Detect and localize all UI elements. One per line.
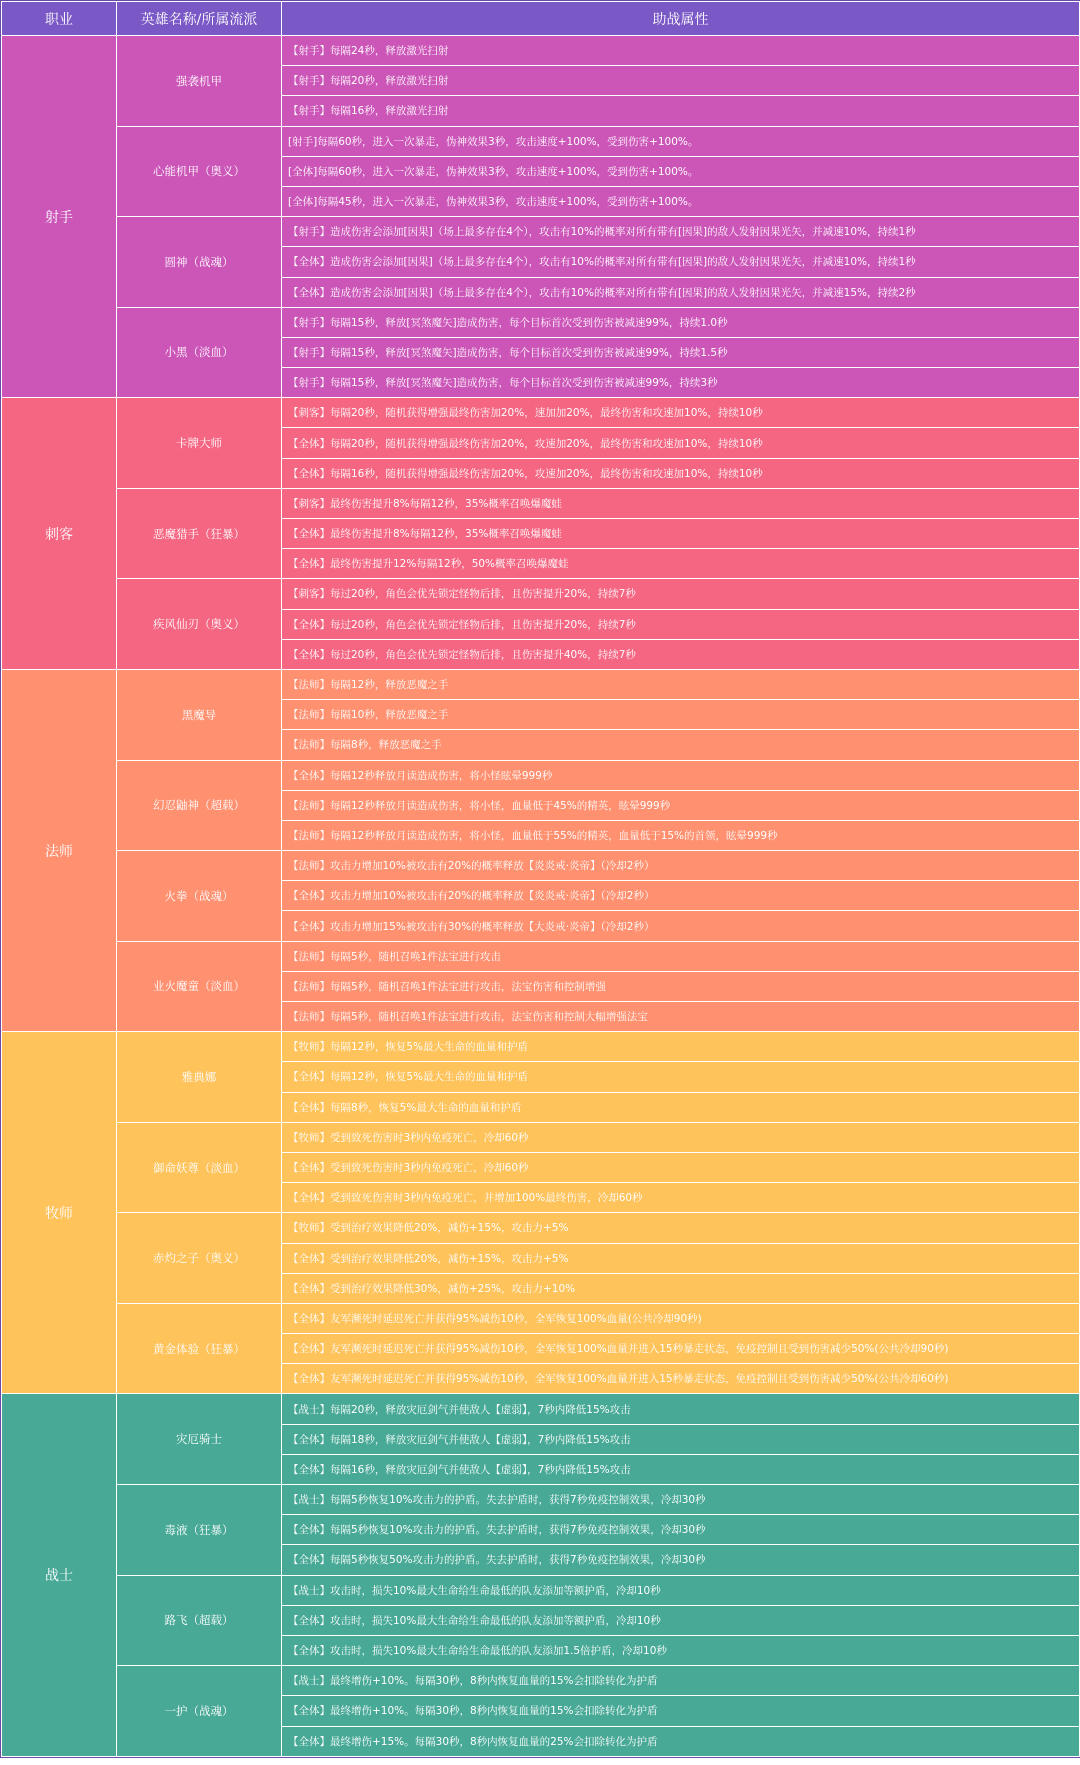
attribute-cell: 【全体】友军濒死时延迟死亡并获得95%减伤10秒，全军恢复100%血量并进入15秒暴走状态，免疫控制且受到伤害减少50%(公共冷却90秒): [282, 1334, 1080, 1364]
attribute-cell: [全体]每隔45秒，进入一次暴走，伪神效果3秒，攻击速度+100%，受到伤害+100%。: [282, 186, 1080, 216]
class-cell: 刺客: [2, 398, 117, 670]
hero-name-cell: 疾风仙刃（奥义）: [117, 579, 282, 670]
attribute-cell: 【全体】友军濒死时延迟死亡并获得95%减伤10秒，全军恢复100%血量(公共冷却90秒): [282, 1303, 1080, 1333]
hero-name-cell: 业火魔童（淡血）: [117, 941, 282, 1032]
table-row: [2, 941, 1080, 971]
hero-name-cell: 火拳（战魂）: [117, 851, 282, 942]
attribute-cell: 【全体】每隔12秒，恢复5%最大生命的血量和护盾: [282, 1062, 1080, 1092]
attribute-cell: 【全体】受到致死伤害时3秒内免疫死亡，并增加100%最终伤害，冷却60秒: [282, 1183, 1080, 1213]
hero-name-cell: 恶魔猎手（狂暴）: [117, 488, 282, 579]
attribute-cell: 【射手】每隔20秒，释放激光扫射: [282, 66, 1080, 96]
class-cell: 射手: [2, 36, 117, 398]
attribute-cell: 【全体】每隔20秒，随机获得增强最终伤害加20%，攻速加20%，最终伤害和攻速加10%，持续10秒: [282, 428, 1080, 458]
attribute-cell: 【射手】造成伤害会添加[因果]（场上最多存在4个），攻击有10%的概率对所有带有[因果]的敌人发射因果光矢，并减速10%，持续1秒: [282, 217, 1080, 247]
support-attribute-table: [1, 1, 1080, 1757]
table-row: [2, 398, 1080, 428]
hero-name-cell: 路飞（超载）: [117, 1575, 282, 1666]
attribute-cell: 【牧师】每隔12秒，恢复5%最大生命的血量和护盾: [282, 1032, 1080, 1062]
attribute-cell: 【射手】每隔15秒，释放[冥煞魔矢]造成伤害，每个目标首次受到伤害被减速99%，持续1.5秒: [282, 337, 1080, 367]
table-row: [2, 669, 1080, 699]
attribute-cell: 【法师】每隔12秒释放月读造成伤害，将小怪，血量低于55%的精英，血量低于15%的首领，眩晕999秒: [282, 820, 1080, 850]
hero-name-cell: 圆神（战魂）: [117, 217, 282, 308]
table-row: [2, 1032, 1080, 1062]
table-row: [2, 1303, 1080, 1333]
header-row: [2, 2, 1080, 36]
class-cell: 法师: [2, 669, 117, 1031]
hero-name-cell: 小黑（淡血）: [117, 307, 282, 398]
attribute-cell: 【全体】攻击时，损失10%最大生命给生命最低的队友添加1.5倍护盾，冷却10秒: [282, 1635, 1080, 1665]
attribute-cell: 【全体】每隔5秒恢复10%攻击力的护盾。失去护盾时，获得7秒免疫控制效果，冷却30秒: [282, 1515, 1080, 1545]
attribute-cell: 【法师】攻击力增加10%被攻击有20%的概率释放【炎炎戒·炎帝】（冷却2秒）: [282, 851, 1080, 881]
attribute-cell: 【刺客】每隔20秒，随机获得增强最终伤害加20%，速加加20%，最终伤害和攻速加10%，持续10秒: [282, 398, 1080, 428]
attribute-cell: [射手]每隔60秒，进入一次暴走，伪神效果3秒，攻击速度+100%，受到伤害+100%。: [282, 126, 1080, 156]
attribute-cell: 【全体】受到治疗效果降低20%，减伤+15%，攻击力+5%: [282, 1243, 1080, 1273]
hero-name-cell: 强袭机甲: [117, 36, 282, 127]
attribute-cell: 【全体】每隔8秒，恢复5%最大生命的血量和护盾: [282, 1092, 1080, 1122]
table-row: [2, 126, 1080, 156]
attribute-cell: [全体]每隔60秒，进入一次暴走，伪神效果3秒，攻击速度+100%，受到伤害+100%。: [282, 156, 1080, 186]
table-row: [2, 579, 1080, 609]
header-class: 职业: [2, 2, 117, 36]
attribute-cell: 【全体】友军濒死时延迟死亡并获得95%减伤10秒，全军恢复100%血量并进入15秒暴走状态，免疫控制且受到伤害减少50%(公共冷却60秒): [282, 1364, 1080, 1394]
table-row: [2, 1666, 1080, 1696]
hero-name-cell: 雅典娜: [117, 1032, 282, 1123]
table-body: [2, 36, 1080, 1757]
hero-name-cell: 幻忍鼬神（超载）: [117, 760, 282, 851]
attribute-cell: 【法师】每隔12秒，释放恶魔之手: [282, 669, 1080, 699]
attribute-cell: 【全体】受到致死伤害时3秒内免疫死亡，冷却60秒: [282, 1152, 1080, 1182]
attribute-cell: 【全体】造成伤害会添加[因果]（场上最多存在4个），攻击有10%的概率对所有带有[因果]的敌人发射因果光矢，并减速10%，持续1秒: [282, 247, 1080, 277]
table-row: [2, 217, 1080, 247]
hero-name-cell: 卡牌大师: [117, 398, 282, 489]
table-row: [2, 1122, 1080, 1152]
attribute-cell: 【法师】每隔5秒，随机召唤1件法宝进行攻击，法宝伤害和控制大幅增强法宝: [282, 1002, 1080, 1032]
attribute-cell: 【全体】最终增伤+10%。每隔30秒，8秒内恢复血量的15%会扣除转化为护盾: [282, 1696, 1080, 1726]
attribute-cell: 【战士】最终增伤+10%。每隔30秒，8秒内恢复血量的15%会扣除转化为护盾: [282, 1666, 1080, 1696]
table-row: [2, 851, 1080, 881]
hero-name-cell: 御命妖尊（淡血）: [117, 1122, 282, 1213]
attribute-cell: 【射手】每隔24秒，释放激光扫射: [282, 36, 1080, 66]
attribute-cell: 【法师】每隔8秒，释放恶魔之手: [282, 730, 1080, 760]
attribute-cell: 【全体】每过20秒，角色会优先锁定怪物后排，且伤害提升20%，持续7秒: [282, 609, 1080, 639]
attribute-cell: 【射手】每隔16秒，释放激光扫射: [282, 96, 1080, 126]
attribute-cell: 【射手】每隔15秒，释放[冥煞魔矢]造成伤害，每个目标首次受到伤害被减速99%，持续1.0秒: [282, 307, 1080, 337]
attribute-cell: 【战士】每隔5秒恢复10%攻击力的护盾。失去护盾时，获得7秒免疫控制效果，冷却30秒: [282, 1485, 1080, 1515]
attribute-cell: 【射手】每隔15秒，释放[冥煞魔矢]造成伤害，每个目标首次受到伤害被减速99%，持续3秒: [282, 368, 1080, 398]
header-hero: 英雄名称/所属流派: [117, 2, 282, 36]
table-row: [2, 760, 1080, 790]
attribute-cell: 【法师】每隔5秒，随机召唤1件法宝进行攻击: [282, 941, 1080, 971]
attribute-cell: 【牧师】受到治疗效果降低20%，减伤+15%，攻击力+5%: [282, 1213, 1080, 1243]
attribute-cell: 【全体】每隔16秒，释放灾厄剑气并使敌人【虚弱】，7秒内降低15%攻击: [282, 1454, 1080, 1484]
class-cell: 牧师: [2, 1032, 117, 1394]
table-row: [2, 1575, 1080, 1605]
hero-name-cell: 灾厄骑士: [117, 1394, 282, 1485]
attribute-cell: 【牧师】受到致死伤害时3秒内免疫死亡，冷却60秒: [282, 1122, 1080, 1152]
attribute-cell: 【法师】每隔5秒，随机召唤1件法宝进行攻击，法宝伤害和控制增强: [282, 971, 1080, 1001]
table-row: [2, 1485, 1080, 1515]
attribute-cell: 【全体】每隔16秒，随机获得增强最终伤害加20%，攻速加20%，最终伤害和攻速加10%，持续10秒: [282, 458, 1080, 488]
attribute-cell: 【全体】最终伤害提升8%每隔12秒，35%概率召唤爆魔蛙: [282, 519, 1080, 549]
hero-name-cell: 黑魔导: [117, 669, 282, 760]
attribute-cell: 【刺客】每过20秒，角色会优先锁定怪物后排，且伤害提升20%，持续7秒: [282, 579, 1080, 609]
attribute-cell: 【全体】最终伤害提升12%每隔12秒，50%概率召唤爆魔蛙: [282, 549, 1080, 579]
table-row: [2, 1394, 1080, 1424]
hero-name-cell: 毒液（狂暴）: [117, 1485, 282, 1576]
hero-name-cell: 心能机甲（奥义）: [117, 126, 282, 217]
attribute-cell: 【法师】每隔12秒释放月读造成伤害，将小怪，血量低于45%的精英，眩晕999秒: [282, 790, 1080, 820]
attribute-cell: 【全体】造成伤害会添加[因果]（场上最多存在4个），攻击有10%的概率对所有带有[因果]的敌人发射因果光矢，并减速15%，持续2秒: [282, 277, 1080, 307]
attribute-cell: 【刺客】最终伤害提升8%每隔12秒，35%概率召唤爆魔蛙: [282, 488, 1080, 518]
class-cell: 战士: [2, 1394, 117, 1756]
attribute-cell: 【全体】每隔12秒释放月读造成伤害，将小怪眩晕999秒: [282, 760, 1080, 790]
table-row: [2, 36, 1080, 66]
attribute-cell: 【全体】最终增伤+15%。每隔30秒，8秒内恢复血量的25%会扣除转化为护盾: [282, 1726, 1080, 1756]
attribute-cell: 【全体】受到治疗效果降低30%，减伤+25%，攻击力+10%: [282, 1273, 1080, 1303]
attribute-cell: 【全体】攻击力增加15%被攻击有30%的概率释放【大炎戒·炎帝】（冷却2秒）: [282, 911, 1080, 941]
hero-name-cell: 赤灼之子（奥义）: [117, 1213, 282, 1304]
hero-name-cell: 一护（战魂）: [117, 1666, 282, 1757]
attribute-cell: 【全体】每隔18秒，释放灾厄剑气并使敌人【虚弱】，7秒内降低15%攻击: [282, 1424, 1080, 1454]
attribute-cell: 【全体】每隔5秒恢复50%攻击力的护盾。失去护盾时，获得7秒免疫控制效果，冷却30秒: [282, 1545, 1080, 1575]
attribute-cell: 【战士】攻击时，损失10%最大生命给生命最低的队友添加等额护盾，冷却10秒: [282, 1575, 1080, 1605]
attribute-cell: 【全体】攻击时，损失10%最大生命给生命最低的队友添加等额护盾，冷却10秒: [282, 1605, 1080, 1635]
hero-name-cell: 黄金体验（狂暴）: [117, 1303, 282, 1394]
table-row: [2, 1213, 1080, 1243]
table-row: [2, 488, 1080, 518]
attribute-cell: 【法师】每隔10秒，释放恶魔之手: [282, 700, 1080, 730]
table-row: [2, 307, 1080, 337]
attribute-cell: 【全体】攻击力增加10%被攻击有20%的概率释放【炎炎戒·炎帝】（冷却2秒）: [282, 881, 1080, 911]
header-attribute: 助战属性: [282, 2, 1080, 36]
attribute-cell: 【全体】每过20秒，角色会优先锁定怪物后排，且伤害提升40%，持续7秒: [282, 639, 1080, 669]
attribute-cell: 【战士】每隔20秒，释放灾厄剑气并使敌人【虚弱】，7秒内降低15%攻击: [282, 1394, 1080, 1424]
